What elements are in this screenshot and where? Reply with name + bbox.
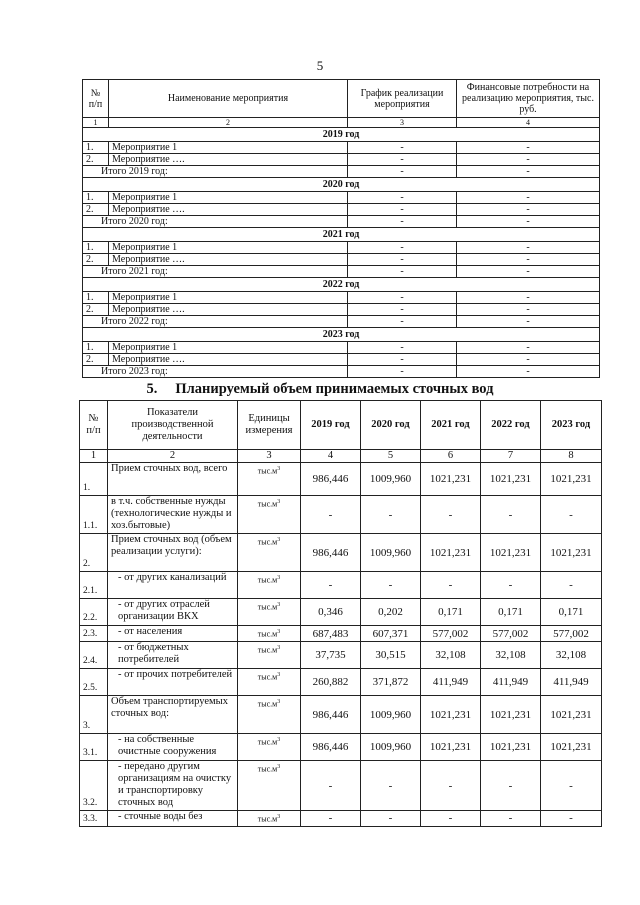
value-cell: 1021,231 bbox=[541, 463, 602, 496]
unit-text: тыс.м bbox=[257, 737, 278, 747]
value-cell: 1009,960 bbox=[361, 734, 421, 761]
table-row bbox=[80, 572, 602, 599]
unit-text: тыс.м bbox=[257, 602, 278, 612]
row-number: 3.2. bbox=[80, 761, 108, 811]
value-cell: - bbox=[481, 761, 541, 811]
row-number: 2. bbox=[83, 204, 109, 216]
schedule-cell: - bbox=[348, 354, 457, 366]
value-cell: - bbox=[541, 572, 602, 599]
indicator-name: - на собственные очистные сооружения bbox=[108, 734, 238, 761]
value-cell: - bbox=[361, 811, 421, 827]
value-cell: - bbox=[421, 811, 481, 827]
year-cell: 2020 год bbox=[83, 178, 600, 192]
finance-cell: - bbox=[457, 304, 600, 316]
unit-cell bbox=[238, 463, 301, 496]
wastewater-volume-table bbox=[79, 400, 602, 827]
table-row bbox=[83, 342, 600, 354]
column-number-cell: 3 bbox=[348, 118, 457, 128]
row-number: 2. bbox=[83, 304, 109, 316]
value-cell: 1021,231 bbox=[421, 734, 481, 761]
row-number: 1.1. bbox=[80, 496, 108, 534]
value-cell: - bbox=[421, 761, 481, 811]
header-cell: № п/п bbox=[80, 401, 108, 450]
unit-text: тыс.м bbox=[257, 537, 278, 547]
value-cell: 0,171 bbox=[481, 599, 541, 626]
indicator-name: - сточные воды без bbox=[108, 811, 238, 827]
value-cell: 1021,231 bbox=[481, 463, 541, 496]
table-row bbox=[80, 626, 602, 642]
header-cell: 2021 год bbox=[421, 401, 481, 450]
table-row bbox=[80, 463, 602, 496]
header-cell: 2020 год bbox=[361, 401, 421, 450]
indicator-name: Прием сточных вод (объем реализации услуги): bbox=[108, 534, 238, 572]
table-row bbox=[80, 599, 602, 626]
total-row bbox=[83, 266, 600, 278]
unit-superscript: 3 bbox=[277, 645, 281, 651]
finance-cell: - bbox=[457, 242, 600, 254]
unit-cell bbox=[238, 496, 301, 534]
value-cell: 32,108 bbox=[541, 642, 602, 669]
unit-text: тыс.м bbox=[257, 575, 278, 585]
value-cell: 30,515 bbox=[361, 642, 421, 669]
value-cell: 1021,231 bbox=[541, 696, 602, 734]
value-cell: - bbox=[421, 572, 481, 599]
unit-text: тыс.м bbox=[257, 814, 278, 824]
year-row bbox=[83, 228, 600, 242]
value-cell: - bbox=[361, 496, 421, 534]
total-finance: - bbox=[457, 316, 600, 328]
unit-superscript: 3 bbox=[277, 672, 281, 678]
column-number-cell: 2 bbox=[108, 450, 238, 463]
total-finance: - bbox=[457, 266, 600, 278]
schedule-cell: - bbox=[348, 242, 457, 254]
schedule-cell: - bbox=[348, 292, 457, 304]
finance-cell: - bbox=[457, 192, 600, 204]
table-row bbox=[83, 204, 600, 216]
unit-superscript: 3 bbox=[277, 629, 281, 635]
indicator-name: - от бюджетных потребителей bbox=[108, 642, 238, 669]
value-cell: 1021,231 bbox=[421, 534, 481, 572]
activity-name: Мероприятие …. bbox=[109, 154, 348, 166]
header-cell: 2022 год bbox=[481, 401, 541, 450]
unit-cell bbox=[238, 669, 301, 696]
total-schedule: - bbox=[348, 266, 457, 278]
total-finance: - bbox=[457, 366, 600, 378]
unit-text: тыс.м bbox=[257, 699, 278, 709]
value-cell: 0,202 bbox=[361, 599, 421, 626]
value-cell: - bbox=[361, 761, 421, 811]
value-cell: 32,108 bbox=[421, 642, 481, 669]
table-row bbox=[83, 142, 600, 154]
finance-cell: - bbox=[457, 154, 600, 166]
value-cell: 0,171 bbox=[541, 599, 602, 626]
year-row bbox=[83, 178, 600, 192]
section-title-text: Планируемый объем принимаемых сточных вод bbox=[175, 381, 494, 397]
unit-cell bbox=[238, 696, 301, 734]
header-cell: Показатели производственной деятельности bbox=[108, 401, 238, 450]
column-number-cell: 3 bbox=[238, 450, 301, 463]
unit-cell bbox=[238, 642, 301, 669]
header-cell: 2019 год bbox=[301, 401, 361, 450]
year-cell: 2019 год bbox=[83, 128, 600, 142]
row-number: 1. bbox=[83, 242, 109, 254]
total-row bbox=[83, 366, 600, 378]
schedule-cell: - bbox=[348, 342, 457, 354]
finance-cell: - bbox=[457, 254, 600, 266]
table-row bbox=[83, 154, 600, 166]
header-cell: Наименование мероприятия bbox=[109, 80, 348, 118]
column-number-cell: 4 bbox=[301, 450, 361, 463]
total-row bbox=[83, 216, 600, 228]
row-number: 1. bbox=[83, 192, 109, 204]
year-cell: 2021 год bbox=[83, 228, 600, 242]
table-row bbox=[83, 292, 600, 304]
finance-cell: - bbox=[457, 342, 600, 354]
value-cell: 577,002 bbox=[421, 626, 481, 642]
column-number-cell: 5 bbox=[361, 450, 421, 463]
table-row bbox=[83, 304, 600, 316]
table-row bbox=[80, 642, 602, 669]
column-number-cell: 1 bbox=[83, 118, 109, 128]
total-row bbox=[83, 166, 600, 178]
value-cell: 1021,231 bbox=[481, 696, 541, 734]
value-cell: - bbox=[301, 761, 361, 811]
year-cell: 2023 год bbox=[83, 328, 600, 342]
activity-name: Мероприятие …. bbox=[109, 204, 348, 216]
unit-cell bbox=[238, 761, 301, 811]
schedule-cell: - bbox=[348, 254, 457, 266]
row-number: 2. bbox=[83, 154, 109, 166]
activity-name: Мероприятие …. bbox=[109, 254, 348, 266]
value-cell: - bbox=[541, 761, 602, 811]
column-number-cell: 8 bbox=[541, 450, 602, 463]
value-cell: 986,446 bbox=[301, 534, 361, 572]
finance-cell: - bbox=[457, 142, 600, 154]
activities-table bbox=[82, 79, 600, 378]
value-cell: 1021,231 bbox=[541, 534, 602, 572]
total-row bbox=[83, 316, 600, 328]
unit-cell bbox=[238, 534, 301, 572]
value-cell: - bbox=[361, 572, 421, 599]
value-cell: - bbox=[421, 496, 481, 534]
unit-superscript: 3 bbox=[277, 764, 281, 770]
year-row bbox=[83, 278, 600, 292]
value-cell: - bbox=[481, 811, 541, 827]
row-number: 2.3. bbox=[80, 626, 108, 642]
indicator-name: - от других канализаций bbox=[108, 572, 238, 599]
unit-superscript: 3 bbox=[277, 537, 281, 543]
unit-cell bbox=[238, 811, 301, 827]
value-cell: - bbox=[481, 496, 541, 534]
year-row bbox=[83, 128, 600, 142]
unit-superscript: 3 bbox=[277, 466, 281, 472]
table-row bbox=[80, 534, 602, 572]
column-number-cell: 1 bbox=[80, 450, 108, 463]
table-row bbox=[80, 734, 602, 761]
unit-cell bbox=[238, 626, 301, 642]
table-header-row bbox=[80, 401, 602, 450]
total-name: Итого 2019 год: bbox=[83, 166, 348, 178]
value-cell: 1021,231 bbox=[481, 534, 541, 572]
activity-name: Мероприятие …. bbox=[109, 354, 348, 366]
schedule-cell: - bbox=[348, 142, 457, 154]
value-cell: - bbox=[541, 496, 602, 534]
table-row bbox=[83, 192, 600, 204]
value-cell: 1009,960 bbox=[361, 463, 421, 496]
column-number-cell: 7 bbox=[481, 450, 541, 463]
value-cell: 1021,231 bbox=[481, 734, 541, 761]
schedule-cell: - bbox=[348, 304, 457, 316]
value-cell: 986,446 bbox=[301, 696, 361, 734]
unit-superscript: 3 bbox=[277, 737, 281, 743]
column-number-cell: 6 bbox=[421, 450, 481, 463]
row-number: 2. bbox=[80, 534, 108, 572]
value-cell: 37,735 bbox=[301, 642, 361, 669]
unit-text: тыс.м bbox=[257, 629, 278, 639]
row-number: 1. bbox=[83, 142, 109, 154]
value-cell: - bbox=[481, 572, 541, 599]
total-name: Итого 2020 год: bbox=[83, 216, 348, 228]
column-number-cell: 4 bbox=[457, 118, 600, 128]
row-number: 2.5. bbox=[80, 669, 108, 696]
activity-name: Мероприятие 1 bbox=[109, 142, 348, 154]
row-number: 2.4. bbox=[80, 642, 108, 669]
row-number: 1. bbox=[83, 292, 109, 304]
value-cell: 1021,231 bbox=[541, 734, 602, 761]
value-cell: 0,346 bbox=[301, 599, 361, 626]
row-number: 3. bbox=[80, 696, 108, 734]
unit-superscript: 3 bbox=[277, 814, 281, 820]
indicator-name: Прием сточных вод, всего bbox=[108, 463, 238, 496]
row-number: 2.2. bbox=[80, 599, 108, 626]
total-name: Итого 2021 год: bbox=[83, 266, 348, 278]
indicator-name: - от прочих потребителей bbox=[108, 669, 238, 696]
indicator-name: - передано другим организациям на очистку и транспортировку сточных вод bbox=[108, 761, 238, 811]
column-number-row bbox=[83, 118, 600, 128]
table-row bbox=[80, 811, 602, 827]
value-cell: 986,446 bbox=[301, 734, 361, 761]
value-cell: 411,949 bbox=[481, 669, 541, 696]
activity-name: Мероприятие 1 bbox=[109, 292, 348, 304]
unit-superscript: 3 bbox=[277, 575, 281, 581]
value-cell: 1021,231 bbox=[421, 463, 481, 496]
header-cell: Единицы измерения bbox=[238, 401, 301, 450]
unit-text: тыс.м bbox=[257, 672, 278, 682]
value-cell: 607,371 bbox=[361, 626, 421, 642]
column-number-row bbox=[80, 450, 602, 463]
table-row bbox=[80, 496, 602, 534]
total-schedule: - bbox=[348, 316, 457, 328]
unit-cell bbox=[238, 599, 301, 626]
total-schedule: - bbox=[348, 166, 457, 178]
table-row bbox=[80, 761, 602, 811]
value-cell: - bbox=[301, 496, 361, 534]
finance-cell: - bbox=[457, 292, 600, 304]
value-cell: 0,171 bbox=[421, 599, 481, 626]
indicator-name: в т.ч. собственные нужды (технологические нужды и хоз.бытовые) bbox=[108, 496, 238, 534]
year-row bbox=[83, 328, 600, 342]
value-cell: 32,108 bbox=[481, 642, 541, 669]
section-number: 5. bbox=[146, 381, 158, 397]
unit-cell bbox=[238, 572, 301, 599]
unit-text: тыс.м bbox=[257, 466, 278, 476]
section-title bbox=[0, 381, 640, 398]
table-row bbox=[80, 696, 602, 734]
row-number: 2.1. bbox=[80, 572, 108, 599]
indicator-name: - от населения bbox=[108, 626, 238, 642]
total-finance: - bbox=[457, 166, 600, 178]
unit-text: тыс.м bbox=[257, 645, 278, 655]
table-row bbox=[80, 669, 602, 696]
page-number: 5 bbox=[316, 58, 324, 73]
value-cell: 577,002 bbox=[541, 626, 602, 642]
row-number: 1. bbox=[83, 342, 109, 354]
header-cell: Финансовые потребности на реализацию мероприятия, тыс. руб. bbox=[457, 80, 600, 118]
value-cell: 1009,960 bbox=[361, 696, 421, 734]
unit-cell bbox=[238, 734, 301, 761]
schedule-cell: - bbox=[348, 192, 457, 204]
value-cell: 1021,231 bbox=[421, 696, 481, 734]
unit-text: тыс.м bbox=[257, 764, 278, 774]
value-cell: 411,949 bbox=[421, 669, 481, 696]
table-row bbox=[83, 254, 600, 266]
value-cell: - bbox=[301, 572, 361, 599]
activity-name: Мероприятие 1 bbox=[109, 192, 348, 204]
finance-cell: - bbox=[457, 354, 600, 366]
value-cell: 1009,960 bbox=[361, 534, 421, 572]
value-cell: 371,872 bbox=[361, 669, 421, 696]
schedule-cell: - bbox=[348, 204, 457, 216]
table-row bbox=[83, 242, 600, 254]
table-header-row bbox=[83, 80, 600, 118]
total-name: Итого 2023 год: bbox=[83, 366, 348, 378]
unit-text: тыс.м bbox=[257, 499, 278, 509]
finance-cell: - bbox=[457, 204, 600, 216]
activity-name: Мероприятие …. bbox=[109, 304, 348, 316]
activity-name: Мероприятие 1 bbox=[109, 342, 348, 354]
year-cell: 2022 год bbox=[83, 278, 600, 292]
schedule-cell: - bbox=[348, 154, 457, 166]
table-row bbox=[83, 354, 600, 366]
value-cell: - bbox=[541, 811, 602, 827]
total-schedule: - bbox=[348, 216, 457, 228]
value-cell: - bbox=[301, 811, 361, 827]
column-number-cell: 2 bbox=[109, 118, 348, 128]
unit-superscript: 3 bbox=[277, 699, 281, 705]
value-cell: 986,446 bbox=[301, 463, 361, 496]
activity-name: Мероприятие 1 bbox=[109, 242, 348, 254]
row-number: 2. bbox=[83, 254, 109, 266]
header-cell: График реализации мероприятия bbox=[348, 80, 457, 118]
total-schedule: - bbox=[348, 366, 457, 378]
value-cell: 411,949 bbox=[541, 669, 602, 696]
value-cell: 687,483 bbox=[301, 626, 361, 642]
unit-superscript: 3 bbox=[277, 602, 281, 608]
header-cell: 2023 год bbox=[541, 401, 602, 450]
total-finance: - bbox=[457, 216, 600, 228]
row-number: 2. bbox=[83, 354, 109, 366]
indicator-name: Объем транспортируемых сточных вод: bbox=[108, 696, 238, 734]
value-cell: 260,882 bbox=[301, 669, 361, 696]
header-cell: № п/п bbox=[83, 80, 109, 118]
total-name: Итого 2022 год: bbox=[83, 316, 348, 328]
unit-superscript: 3 bbox=[277, 499, 281, 505]
row-number: 1. bbox=[80, 463, 108, 496]
indicator-name: - от других отраслей организации ВКХ bbox=[108, 599, 238, 626]
row-number: 3.3. bbox=[80, 811, 108, 827]
row-number: 3.1. bbox=[80, 734, 108, 761]
value-cell: 577,002 bbox=[481, 626, 541, 642]
